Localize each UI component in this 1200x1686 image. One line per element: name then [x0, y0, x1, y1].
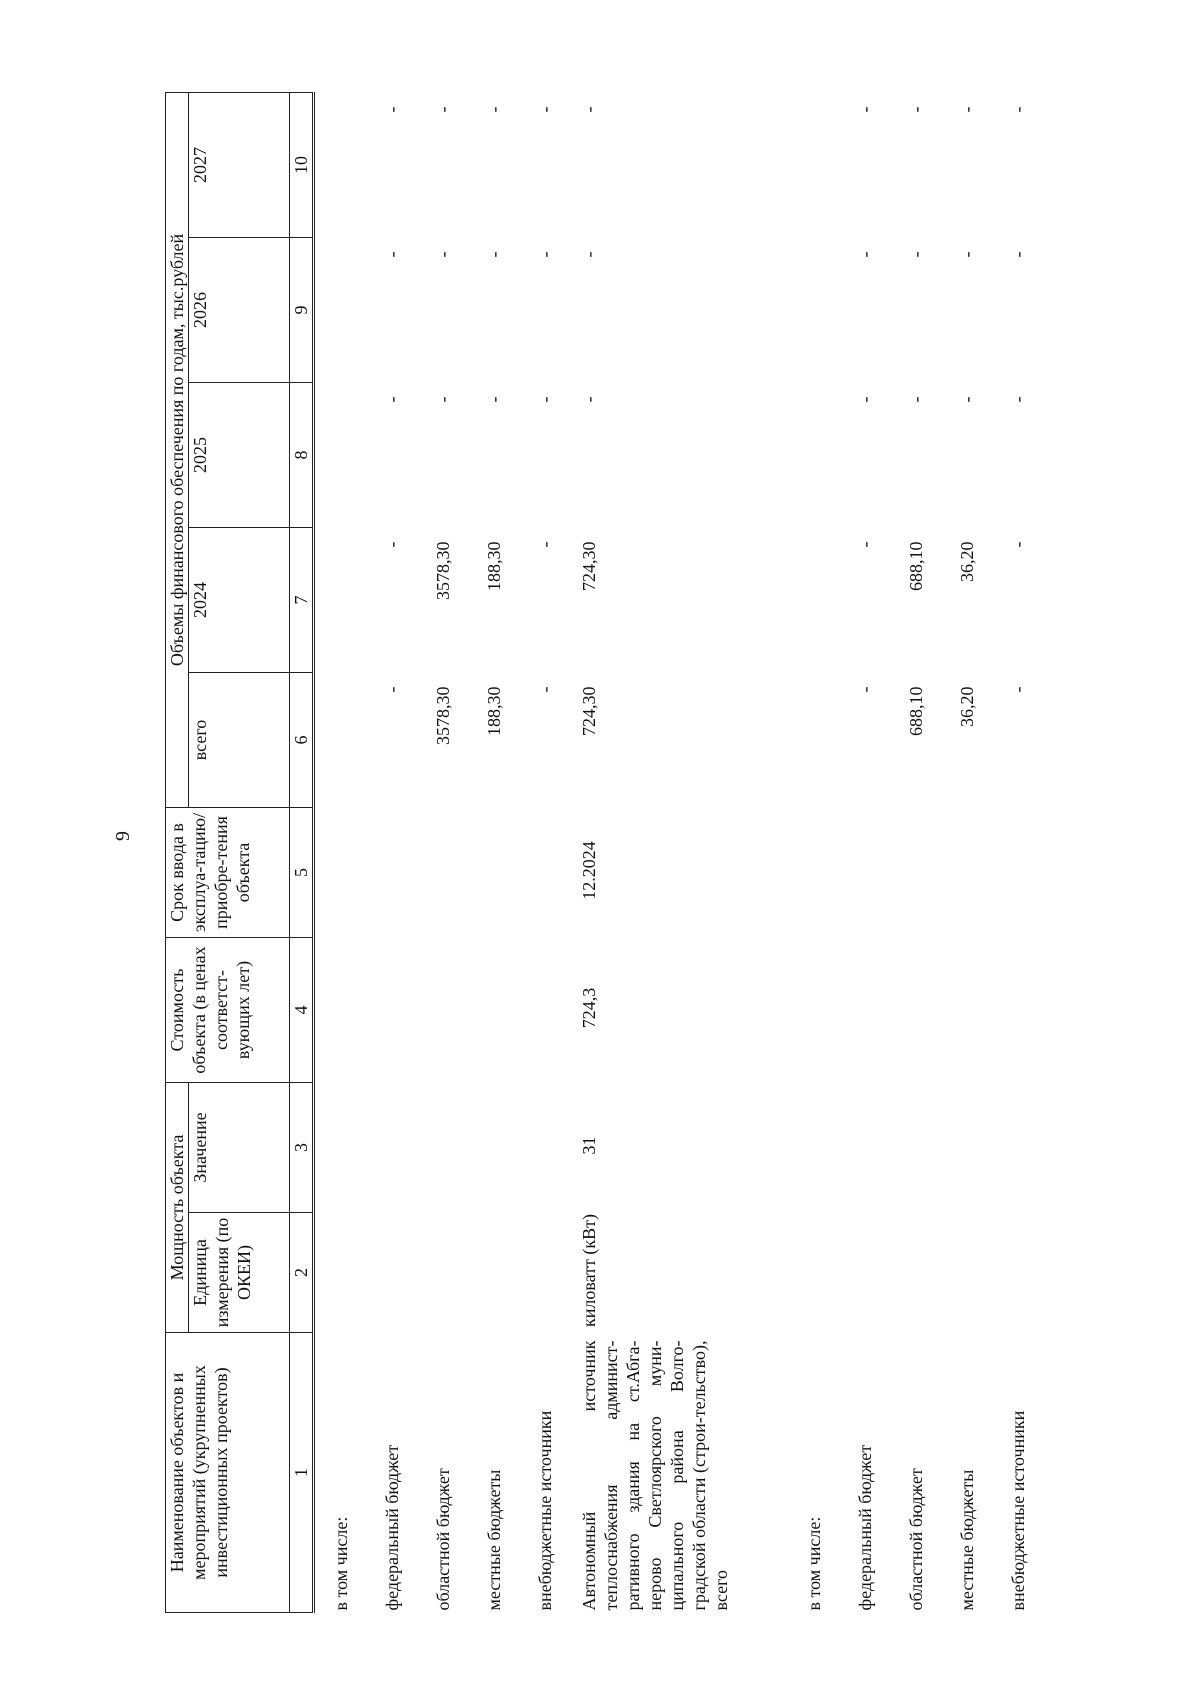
table-row — [417, 93, 468, 1613]
column-number: 5 — [290, 808, 314, 938]
cost-cell — [417, 938, 468, 1083]
year-2026-cell: - — [432, 251, 453, 258]
cost-cell — [890, 938, 941, 1083]
year-2026-cell: - — [579, 251, 599, 258]
row-name-cell: в том числе: — [803, 1516, 824, 1611]
year-2025-cell: - — [1007, 396, 1028, 403]
unit-cell — [519, 1213, 570, 1333]
row-name-cell: областной бюджет — [905, 1468, 926, 1611]
year-2025-cell — [788, 383, 839, 528]
year-2025-cell: - — [579, 396, 599, 403]
financing-table — [165, 92, 1043, 1613]
unit-cell: киловатт (кВт) — [579, 1214, 599, 1327]
cost-cell — [788, 938, 839, 1083]
year-2025-cell: - — [432, 396, 453, 403]
year-2026-cell: - — [905, 251, 926, 258]
year-2026-cell — [314, 238, 367, 383]
cost-cell: 724,3 — [579, 987, 599, 1029]
year-2024-cell: - — [534, 541, 555, 548]
term-cell — [519, 808, 570, 938]
table-row — [788, 93, 839, 1613]
year-2024-cell — [314, 528, 367, 673]
total-cell: 724,30 — [579, 686, 599, 736]
column-number: 2 — [290, 1213, 314, 1333]
total-cell: 188,30 — [483, 686, 504, 736]
cost-cell — [992, 938, 1043, 1083]
year-2026-cell: - — [534, 251, 555, 258]
table-row — [570, 93, 788, 1613]
year-2026-cell: - — [483, 251, 504, 258]
page-number: 9 — [112, 831, 134, 841]
cost-cell — [468, 938, 519, 1083]
year-2027-cell: - — [381, 106, 402, 113]
term-cell — [417, 808, 468, 938]
year-2027-cell: - — [956, 106, 977, 113]
cost-cell — [839, 938, 890, 1083]
header-commission-term: Срок ввода в эксплуа-тацию/ приобре-тения объекта — [166, 808, 290, 938]
column-number: 4 — [290, 938, 314, 1083]
row-name-cell: Автономный источник теплоснабжения админист-ративного здания на ст.Абга-нерово Светлоярского муни-ципального района Волго-градской области (строи-тельство), всего — [579, 1340, 731, 1611]
year-2026-cell: - — [381, 251, 402, 258]
row-name-cell: в том числе: — [330, 1516, 351, 1611]
row-name-cell: местные бюджеты — [956, 1469, 977, 1611]
unit-cell — [890, 1213, 941, 1333]
term-cell — [788, 808, 839, 938]
term-cell — [890, 808, 941, 938]
row-name-cell: федеральный бюджет — [381, 1444, 402, 1611]
column-number: 6 — [290, 673, 314, 808]
year-2027-cell: - — [905, 106, 926, 113]
term-cell: 12.2024 — [579, 841, 599, 900]
year-2025-cell — [314, 383, 367, 528]
year-2024-cell: 688,10 — [905, 541, 926, 591]
table-row — [314, 93, 367, 1613]
term-cell — [366, 808, 417, 938]
term-cell — [839, 808, 890, 938]
unit-cell — [941, 1213, 992, 1333]
header-cost: Стоимость объекта (в ценах соответст-вующих лет) — [166, 938, 290, 1083]
year-2027-cell — [788, 93, 839, 238]
year-2026-cell: - — [1007, 251, 1028, 258]
term-cell — [468, 808, 519, 938]
total-cell: 688,10 — [905, 686, 926, 736]
year-2027-cell: - — [483, 106, 504, 113]
table-body — [314, 93, 1044, 1613]
unit-cell — [366, 1213, 417, 1333]
year-2024-cell — [788, 528, 839, 673]
header-value: Значение — [189, 1083, 290, 1213]
header-capacity: Мощность объекта — [166, 1083, 189, 1333]
total-cell: - — [381, 686, 402, 693]
row-name-cell: областной бюджет — [432, 1468, 453, 1611]
table-row — [941, 93, 992, 1613]
value-cell — [417, 1083, 468, 1213]
header-2026: 2026 — [189, 238, 290, 383]
row-name-cell: федеральный бюджет — [854, 1444, 875, 1611]
column-number: 10 — [290, 93, 314, 238]
column-number-row — [290, 93, 314, 1613]
term-cell — [314, 808, 367, 938]
year-2027-cell: - — [1007, 106, 1028, 113]
year-2027-cell — [314, 93, 367, 238]
year-2027-cell: - — [854, 106, 875, 113]
row-name-cell: внебюджетные источники — [534, 1410, 555, 1611]
year-2025-cell: - — [483, 396, 504, 403]
row-name-cell: местные бюджеты — [483, 1469, 504, 1611]
header-2025: 2025 — [189, 383, 290, 528]
year-2024-cell: - — [854, 541, 875, 548]
year-2024-cell: 36,20 — [956, 541, 977, 582]
header-total: всего — [189, 673, 290, 808]
cost-cell — [941, 938, 992, 1083]
value-cell — [366, 1083, 417, 1213]
table-row — [519, 93, 570, 1613]
unit-cell — [992, 1213, 1043, 1333]
table-row — [890, 93, 941, 1613]
value-cell — [314, 1083, 367, 1213]
value-cell: 31 — [579, 1136, 599, 1155]
value-cell — [468, 1083, 519, 1213]
value-cell — [788, 1083, 839, 1213]
header-object-name: Наименование объектов и мероприятий (укрупненных инвестиционных проектов) — [166, 1333, 290, 1613]
value-cell — [839, 1083, 890, 1213]
year-2025-cell: - — [381, 396, 402, 403]
unit-cell — [417, 1213, 468, 1333]
total-cell — [314, 673, 367, 808]
table-row — [992, 93, 1043, 1613]
total-cell: - — [534, 686, 555, 693]
total-cell: - — [854, 686, 875, 693]
total-cell — [788, 673, 839, 808]
year-2024-cell: 3578,30 — [432, 541, 453, 600]
table-row — [366, 93, 417, 1613]
cost-cell — [519, 938, 570, 1083]
column-number: 1 — [290, 1333, 314, 1613]
value-cell — [992, 1083, 1043, 1213]
unit-cell — [839, 1213, 890, 1333]
term-cell — [941, 808, 992, 938]
column-number: 3 — [290, 1083, 314, 1213]
year-2024-cell: 188,30 — [483, 541, 504, 591]
year-2026-cell: - — [956, 251, 977, 258]
total-cell: - — [1007, 686, 1028, 693]
total-cell: 36,20 — [956, 686, 977, 727]
year-2024-cell: 724,30 — [579, 541, 599, 591]
year-2025-cell: - — [854, 396, 875, 403]
term-cell — [992, 808, 1043, 938]
cost-cell — [366, 938, 417, 1083]
table-row — [468, 93, 519, 1613]
table-row — [839, 93, 890, 1613]
value-cell — [890, 1083, 941, 1213]
value-cell — [519, 1083, 570, 1213]
unit-cell — [314, 1213, 367, 1333]
year-2027-cell: - — [432, 106, 453, 113]
year-2026-cell — [788, 238, 839, 383]
total-cell: 3578,30 — [432, 686, 453, 745]
header-2027: 2027 — [189, 93, 290, 238]
year-2027-cell: - — [534, 106, 555, 113]
header-financing: Объемы финансового обеспечения по годам, тыс.рублей — [166, 93, 189, 808]
year-2027-cell: - — [579, 106, 599, 113]
header-2024: 2024 — [189, 528, 290, 673]
unit-cell — [788, 1213, 839, 1333]
year-2025-cell: - — [956, 396, 977, 403]
year-2025-cell: - — [905, 396, 926, 403]
row-name-cell: внебюджетные источники — [1007, 1410, 1028, 1611]
column-number: 7 — [290, 528, 314, 673]
value-cell — [941, 1083, 992, 1213]
year-2024-cell: - — [1007, 541, 1028, 548]
year-2026-cell: - — [854, 251, 875, 258]
year-2024-cell: - — [381, 541, 402, 548]
unit-cell — [468, 1213, 519, 1333]
header-unit: Единица измерения (по ОКЕИ) — [189, 1213, 290, 1333]
year-2025-cell: - — [534, 396, 555, 403]
column-number: 8 — [290, 383, 314, 528]
column-number: 9 — [290, 238, 314, 383]
cost-cell — [314, 938, 367, 1083]
